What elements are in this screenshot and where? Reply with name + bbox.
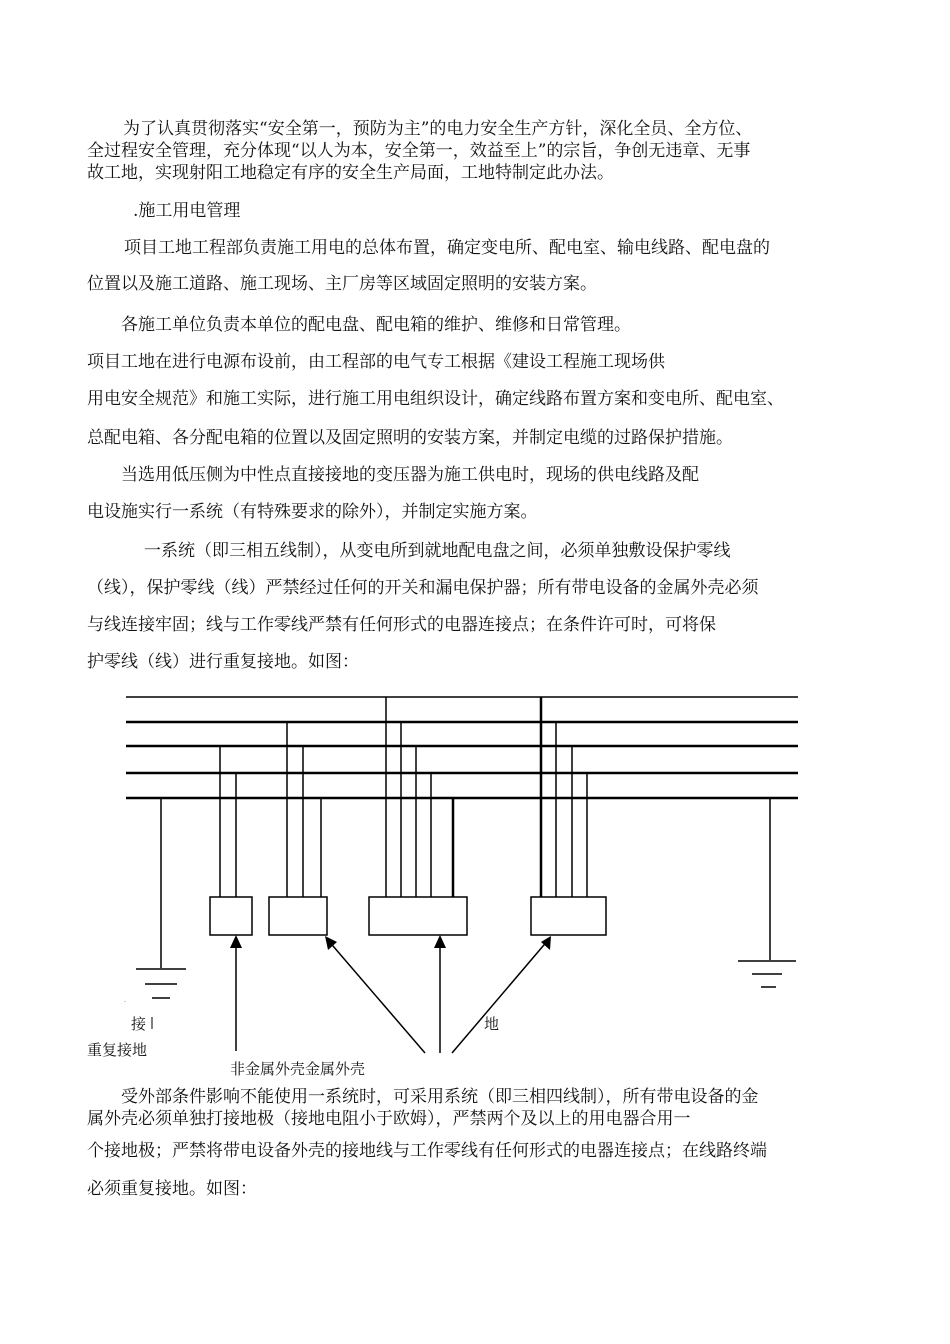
section-heading: .施工用电管理 — [133, 201, 241, 221]
paragraph-line: 各施工单位负责本单位的配电盘、配电箱的维护、维修和日常管理。 — [121, 315, 631, 335]
label-jie: 接 — [131, 1015, 147, 1033]
paragraph-line: 为了认真贯彻落实“安全第一，预防为主”的电力安全生产方针，深化全员、全方位、 — [123, 119, 753, 139]
device-box-3 — [369, 897, 467, 935]
paragraph-line: 个接地极；严禁将带电设备外壳的接地线与工作零线有任何形式的电器连接点；在线路终端 — [87, 1141, 767, 1161]
paragraph-line: 当选用低压侧为中性点直接接地的变压器为施工供电时，现场的供电线路及配 — [121, 465, 699, 485]
paragraph-line: （线），保护零线（线）严禁经过任何的开关和漏电保护器；所有带电设备的金属外壳必须 — [87, 578, 759, 598]
device-box-4 — [531, 897, 606, 935]
paragraph-line: 总配电箱、各分配电箱的位置以及固定照明的安装方案，并制定电缆的过路保护措施。 — [87, 428, 733, 448]
paragraph-line: 护零线（线）进行重复接地。如图： — [87, 652, 359, 672]
paragraph-line: 受外部条件影响不能使用一系统时，可采用系统（即三相四线制），所有带电设备的金 — [121, 1087, 759, 1107]
arrow-metal-3 — [452, 939, 549, 1053]
paragraph-line: 项目工地工程部负责施工用电的总体布置，确定变电所、配电室、输电线路、配电盘的 — [124, 238, 770, 258]
label-housing: 非金属外壳金属外壳 — [230, 1060, 366, 1078]
paragraph-line: 属外壳必须单独打接地极（接地电阻小于欧姆），严禁两个及以上的用电器合用一 — [87, 1109, 691, 1129]
paragraph-line: 故工地，实现射阳工地稳定有序的安全生产局面，工地特制定此办法。 — [87, 163, 614, 183]
paragraph-line: 用电安全规范》和施工实际，进行施工用电组织设计，确定线路布置方案和变电所、配电室、 — [87, 389, 784, 409]
paragraph-line: 一系统（即三相五线制），从变电所到就地配电盘之间，必须单独敷设保护零线 — [144, 541, 731, 561]
device-box-2 — [269, 897, 327, 935]
label-repeat-ground: 重复接地 — [87, 1041, 148, 1059]
label-di: 地 — [484, 1015, 500, 1033]
paragraph-line: 全过程安全管理，充分体现“以人为本，安全第一，效益至上”的宗旨，争创无违章、无事 — [87, 141, 751, 161]
paragraph-line: 项目工地在进行电源布设前，由工程部的电气专工根据《建设工程施工现场供 — [87, 352, 665, 372]
svg-text:·: · — [124, 999, 126, 1006]
device-box-1 — [210, 897, 252, 935]
arrow-metal-1 — [327, 939, 425, 1053]
paragraph-line: 必须重复接地。如图： — [87, 1179, 257, 1199]
paragraph-line: 位置以及施工道路、施工现场、主厂房等区域固定照明的安装方案。 — [87, 274, 597, 294]
paragraph-line: 电设施实行一系统（有特殊要求的除外），并制定实施方案。 — [87, 502, 538, 522]
paragraph-line: 与线连接牢固；线与工作零线严禁有任何形式的电器连接点；在条件许可时，可将保 — [87, 615, 716, 635]
